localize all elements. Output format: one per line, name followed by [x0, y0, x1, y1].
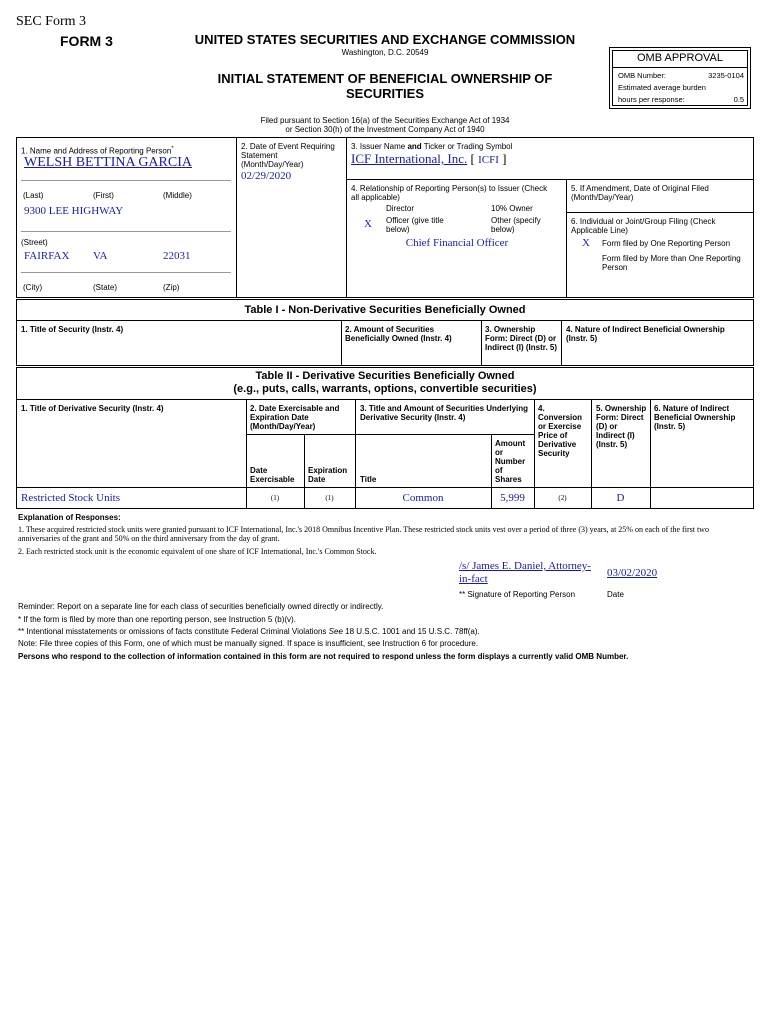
- table1-col4: 4. Nature of Indirect Beneficial Ownership (Instr. 5): [566, 325, 725, 343]
- omb-heading: OMB APPROVAL: [637, 52, 723, 64]
- street-value: 9300 LEE HIGHWAY: [24, 205, 124, 217]
- filing-label: 6. Individual or Joint/Group Filing (Check Applicable Line): [571, 217, 716, 235]
- street-underline: [21, 231, 231, 232]
- table1-col-div-2: [481, 320, 482, 366]
- issuer-value: [351, 151, 506, 167]
- omb-box: [609, 47, 751, 109]
- commission-location: Washington, D.C. 20549: [341, 48, 429, 57]
- ticker-symbol: ICFI: [478, 154, 499, 166]
- table2-sub-amount: Amount or Number of Shares: [495, 439, 526, 484]
- state-value: VA: [93, 250, 108, 262]
- reporting-person-label: 1. Name and Address of Reporting Person*: [21, 146, 174, 156]
- first-label: (First): [93, 191, 114, 200]
- signature-label: ** Signature of Reporting Person: [459, 590, 576, 599]
- row-price: (2): [558, 494, 567, 502]
- row-ownership: D: [616, 492, 625, 504]
- zip-value: 22031: [163, 250, 191, 262]
- omb-number-value: 3235-0104: [708, 71, 744, 80]
- omb-number-label: OMB Number:: [618, 71, 666, 80]
- divider-4: [566, 179, 567, 298]
- table2-subheader-div: [246, 434, 534, 435]
- row-date-exercisable: (1): [270, 494, 280, 502]
- last-label: (Last): [23, 191, 44, 200]
- ticker-close-bracket: ]: [502, 151, 507, 166]
- table2-sub-date-exercisable: Date Exercisable: [250, 466, 295, 484]
- explanation-note-2: 2. Each restricted stock unit is the economic equivalent of one share of ICF International, Inc.'s Common Stock.: [18, 547, 377, 556]
- divider-1: [236, 137, 237, 298]
- form-number: FORM 3: [60, 33, 113, 49]
- row-expiration: (1): [325, 494, 334, 502]
- omb-burden-label: Estimated average burden: [618, 83, 706, 92]
- event-date-value: 02/29/2020: [241, 170, 292, 182]
- amendment-label: 5. If Amendment, Date of Original Filed (Month/Day/Year): [571, 184, 709, 202]
- city-label: (City): [23, 283, 43, 292]
- table2-sub-title: Title: [360, 475, 377, 484]
- table2-col6: 6. Nature of Indirect Beneficial Ownership (Instr. 5): [654, 404, 736, 431]
- omb-hours-value: 0.5: [733, 95, 744, 104]
- table2-col4: 4. Conversion or Exercise Price of Derivative Security: [538, 404, 583, 458]
- footer-star-note: * If the form is filed by more than one reporting person, see Instruction 5 (b)(v).: [18, 615, 296, 624]
- one-person-check-mark: X: [582, 237, 590, 249]
- divider-2: [346, 137, 347, 298]
- explanation-heading: Explanation of Responses:: [18, 513, 121, 522]
- table2-title-line2: (e.g., puts, calls, warrants, options, convertible securities): [233, 383, 537, 395]
- issuer-name-link[interactable]: ICF International, Inc.: [351, 151, 468, 166]
- commission-name: UNITED STATES SECURITIES AND EXCHANGE COMMISSION: [194, 32, 576, 47]
- filed-pursuant: [170, 116, 600, 134]
- filed-line-1: Filed pursuant to Section 16(a) of the Securities Exchange Act of 1934: [260, 116, 510, 125]
- other-label: Other (specify below): [491, 216, 541, 234]
- city-underline: [21, 272, 231, 273]
- footer-dstar-note: ** Intentional misstatements or omissions of facts constitute Federal Criminal Violations See 18 U.S.C. 1001 and 15 U.S.C. 78ff(a).: [18, 627, 480, 636]
- officer-check-mark: X: [364, 218, 372, 230]
- table1-col2: 2. Amount of Securities Beneficially Owned (Instr. 4): [345, 325, 452, 343]
- row-amount: 5,999: [500, 492, 525, 504]
- footer-reminder: Reminder: Report on a separate line for each class of securities beneficially owned directly or indirectly.: [18, 602, 384, 611]
- omb-divider: [612, 67, 748, 68]
- table2-col3: 3. Title and Amount of Securities Underlying Derivative Security (Instr. 4): [360, 404, 529, 422]
- table2-col-div-5: [650, 399, 651, 509]
- state-label: (State): [93, 283, 118, 292]
- city-value: FAIRFAX: [24, 250, 70, 262]
- filed-line-2: or Section 30(h) of the Investment Company Act of 1940: [285, 125, 485, 134]
- divider-3: [346, 179, 754, 180]
- table1-title: Table I - Non-Derivative Securities Beneficially Owned: [244, 304, 526, 316]
- omb-hours-label: hours per response:: [618, 95, 685, 104]
- table2-title-line1: Table II - Derivative Securities Beneficially Owned: [255, 370, 515, 382]
- divider-5: [566, 212, 754, 213]
- officer-title: Chief Financial Officer: [405, 237, 509, 249]
- table2-col-div-1: [246, 399, 247, 509]
- ten-percent-label: 10% Owner: [491, 204, 533, 213]
- sec-form-label: SEC Form 3: [16, 14, 87, 29]
- signature-date: 03/02/2020: [607, 567, 658, 579]
- table1-col-div-3: [561, 320, 562, 366]
- row-security-title: Restricted Stock Units: [21, 492, 120, 504]
- footer-note: Note: File three copies of this Form, one of which must be manually signed. If space is insufficient, see Instruction 6 for procedure.: [18, 639, 479, 648]
- row-underlying-title: Common: [402, 492, 444, 504]
- reporting-person-name[interactable]: WELSH BETTINA GARCIA: [24, 155, 192, 170]
- signature-date-label: Date: [607, 590, 624, 599]
- officer-label: Officer (give title below): [386, 216, 444, 234]
- form-title: INITIAL STATEMENT OF BENEFICIAL OWNERSHIP OF SECURITIES: [217, 71, 553, 101]
- table2-col5: 5. Ownership Form: Direct (D) or Indirect (I) (Instr. 5): [596, 404, 647, 449]
- signature-name[interactable]: /s/ James E. Daniel, Attorney-in-fact: [459, 560, 591, 585]
- event-date-label: 2. Date of Event Requiring Statement (Month/Day/Year): [241, 142, 335, 169]
- one-person-label: Form filed by One Reporting Person: [602, 239, 731, 248]
- explanation-note-1: 1. These acquired restricted stock units were granted pursuant to ICF International, Inc.'s 2018 Omnibus Incentive Plan. These restricted stock units vest over a period of three (3) years, at 25% on each of the first two anniversaries of the grant and 50% on the third anniversary from the day of grant.: [18, 525, 709, 543]
- table2-title: [16, 370, 754, 396]
- more-persons-label: Form filed by More than One Reporting Person: [602, 254, 741, 272]
- table1-col-div-1: [341, 320, 342, 366]
- table1-col1: 1. Title of Security (Instr. 4): [21, 325, 124, 334]
- relationship-label: 4. Relationship of Reporting Person(s) to Issuer (Check all applicable): [351, 184, 548, 202]
- zip-label: (Zip): [163, 283, 180, 292]
- table2-col2: 2. Date Exercisable and Expiration Date (Month/Day/Year): [250, 404, 340, 431]
- table2-sub-expiration: Expiration Date: [308, 466, 348, 484]
- ticker-open-bracket: [: [470, 151, 475, 166]
- middle-label: (Middle): [163, 191, 192, 200]
- director-label: Director: [386, 204, 415, 213]
- issuer-label: 3. Issuer Name and Ticker or Trading Symbol: [351, 142, 513, 151]
- table1-col3: 3. Ownership Form: Direct (D) or Indirect (I) (Instr. 5): [485, 325, 558, 352]
- table2-row-div: [16, 487, 754, 488]
- footer-persons: Persons who respond to the collection of information contained in this form are not required to respond unless the form displays a currently valid OMB Number.: [18, 652, 629, 661]
- name-underline: [21, 180, 231, 181]
- table2-col1: 1. Title of Derivative Security (Instr. 4): [21, 404, 164, 413]
- table2-col-div-3: [534, 399, 535, 509]
- street-label: (Street): [21, 238, 48, 247]
